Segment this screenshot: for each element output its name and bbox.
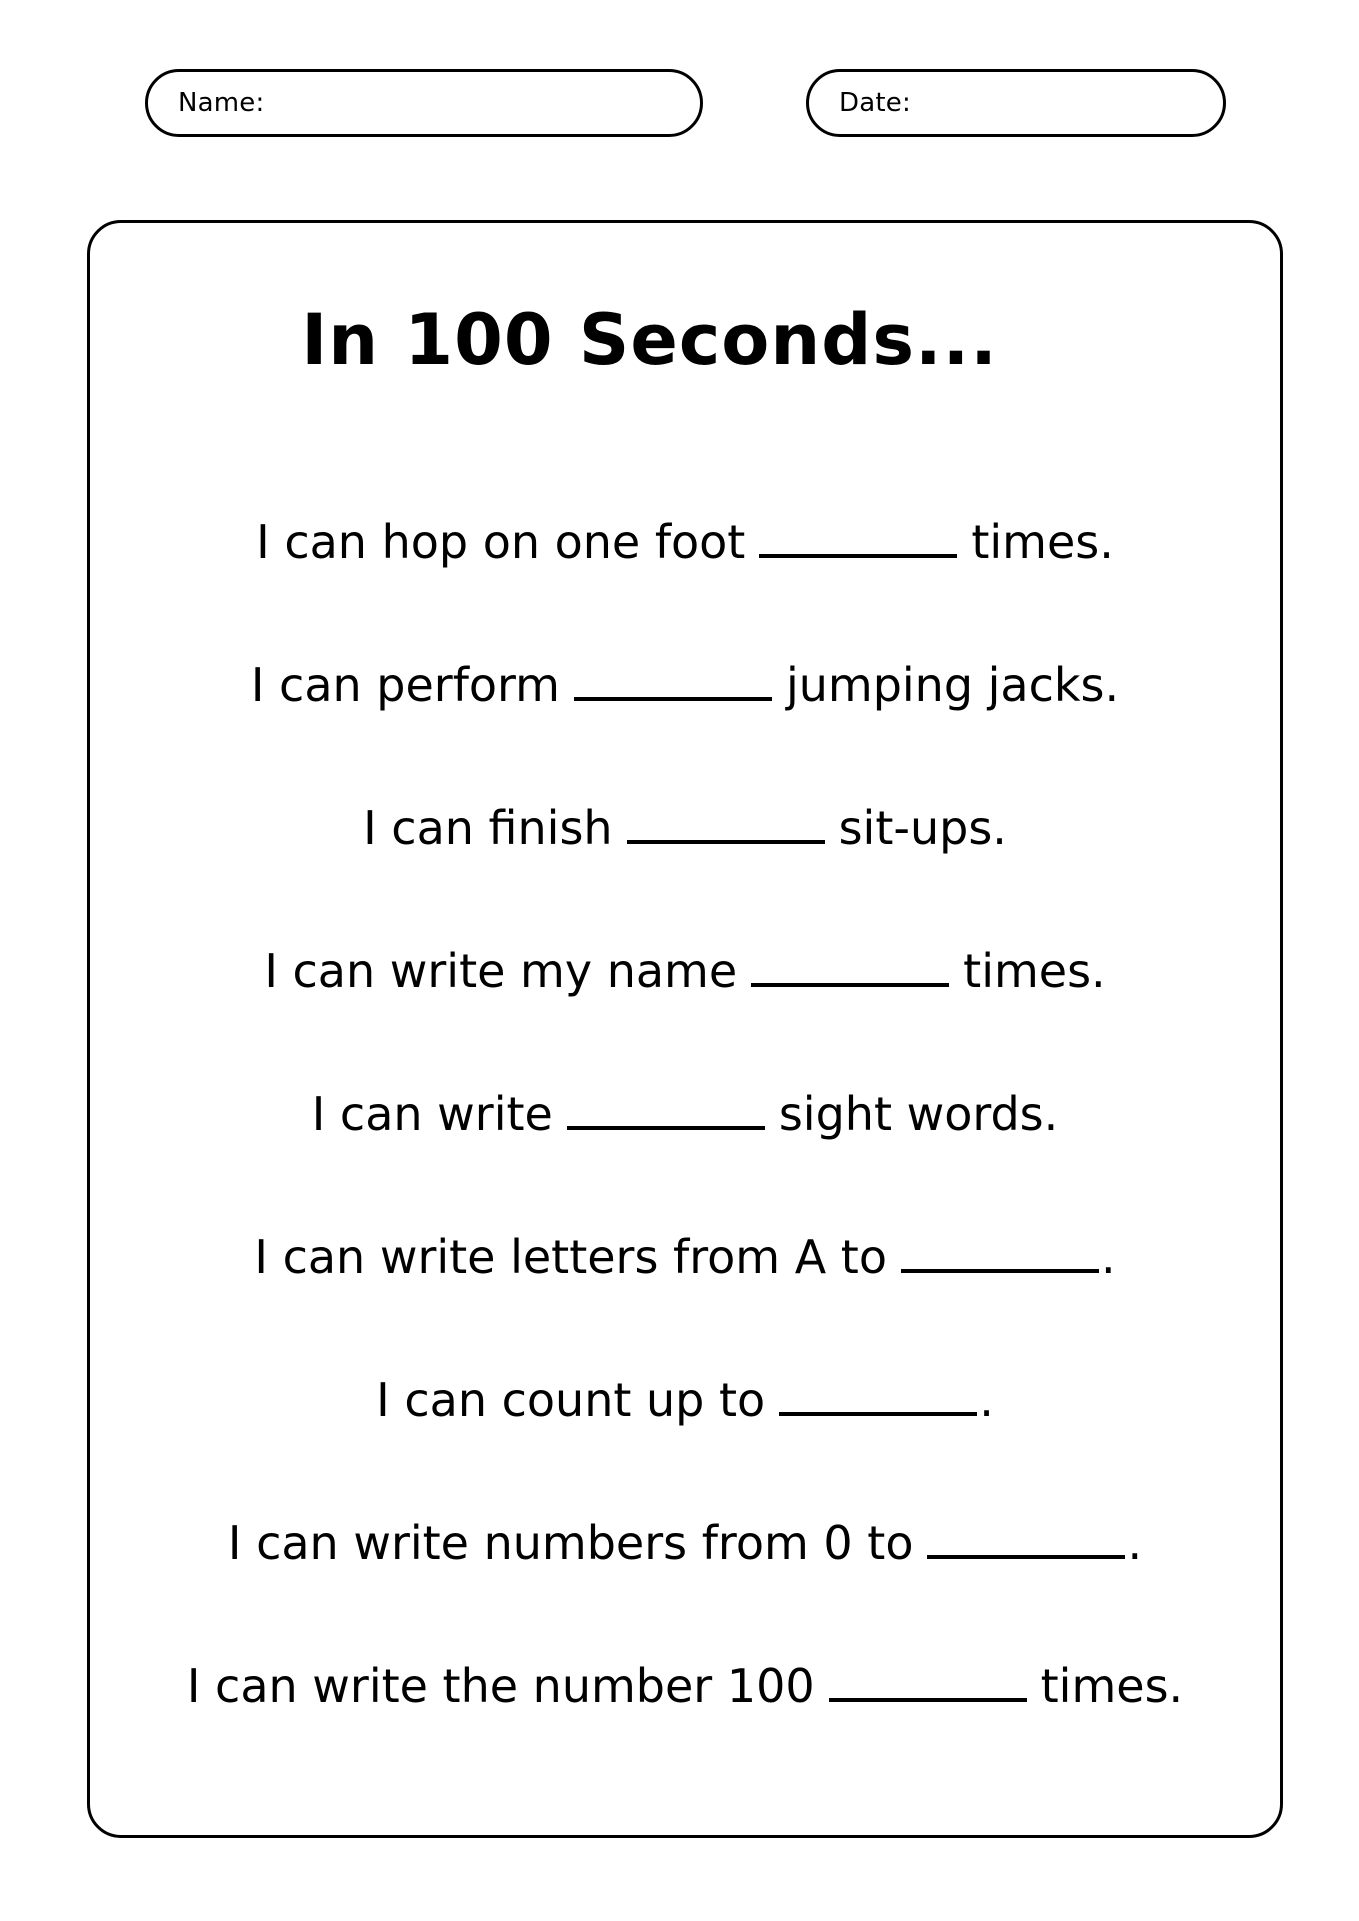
item-text-before: I can write my name xyxy=(264,944,738,998)
worksheet-item xyxy=(87,1365,1283,1508)
item-text-after: . xyxy=(1101,1230,1116,1284)
answer-blank[interactable] xyxy=(927,1515,1125,1559)
answer-blank[interactable] xyxy=(627,800,825,844)
item-text-after: sit-ups. xyxy=(838,801,1007,855)
worksheet-item xyxy=(87,1222,1283,1365)
worksheet-item xyxy=(87,793,1283,936)
worksheet-item xyxy=(87,650,1283,793)
item-text-before: I can hop on one foot xyxy=(256,515,746,569)
item-text-before: I can perform xyxy=(250,658,560,712)
answer-blank[interactable] xyxy=(759,514,957,558)
worksheet-title: In 100 Seconds... xyxy=(301,299,998,381)
item-text-after: times. xyxy=(1040,1659,1184,1713)
item-text-before: I can count up to xyxy=(376,1373,766,1427)
item-text-before: I can finish xyxy=(363,801,613,855)
name-field[interactable] xyxy=(145,69,703,137)
date-label: Date: xyxy=(839,88,911,118)
answer-blank[interactable] xyxy=(779,1372,977,1416)
worksheet-item xyxy=(87,1508,1283,1651)
item-text-after: . xyxy=(979,1373,994,1427)
item-text-after: times. xyxy=(971,515,1114,569)
item-text-after: sight words. xyxy=(778,1087,1059,1141)
item-text-before: I can write xyxy=(311,1087,553,1141)
worksheet-items xyxy=(87,507,1283,1794)
worksheet-item xyxy=(87,1079,1283,1222)
answer-blank[interactable] xyxy=(829,1658,1027,1702)
worksheet-item xyxy=(87,936,1283,1079)
item-text-after: jumping jacks. xyxy=(785,658,1120,712)
item-text-before: I can write letters from A to xyxy=(254,1230,887,1284)
worksheet-item xyxy=(87,507,1283,650)
item-text-before: I can write numbers from 0 to xyxy=(227,1516,914,1570)
item-text-after: . xyxy=(1127,1516,1143,1570)
item-text-before: I can write the number 100 xyxy=(186,1659,815,1713)
answer-blank[interactable] xyxy=(574,657,772,701)
item-text-after: times. xyxy=(963,944,1106,998)
date-field[interactable] xyxy=(806,69,1226,137)
answer-blank[interactable] xyxy=(901,1229,1099,1273)
worksheet-item xyxy=(87,1651,1283,1794)
answer-blank[interactable] xyxy=(567,1086,765,1130)
name-label: Name: xyxy=(178,88,265,118)
answer-blank[interactable] xyxy=(751,943,949,987)
